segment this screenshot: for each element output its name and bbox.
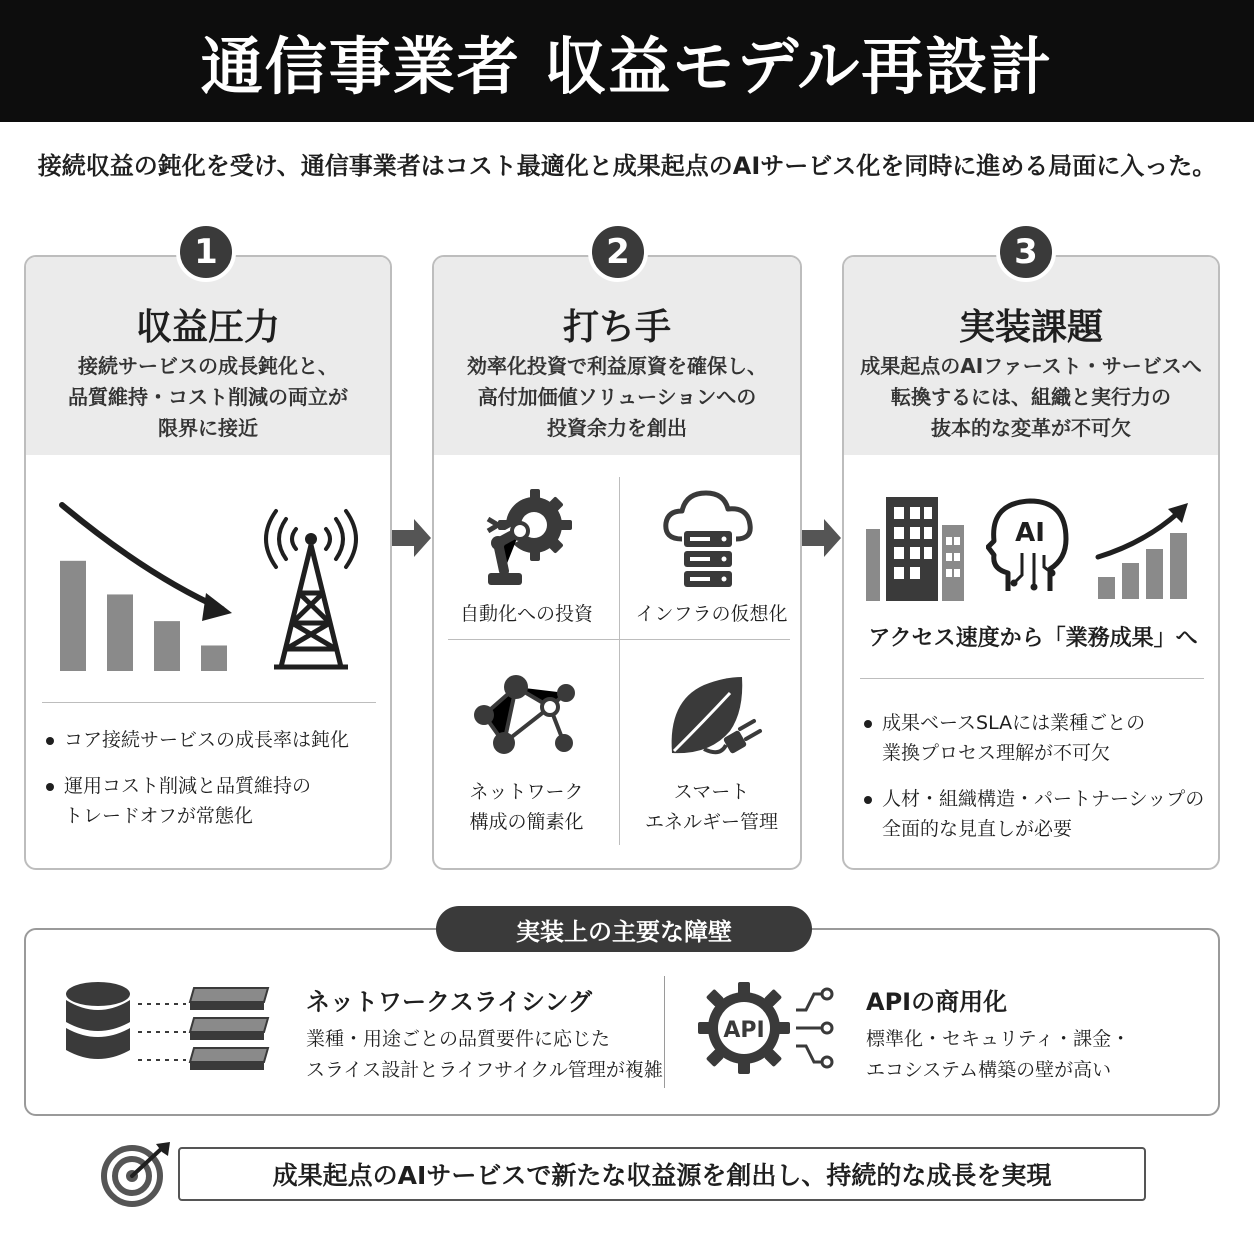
cell-label-smart-energy: スマート エネルギー管理 [644,781,778,833]
conclusion-text: 成果起点のAIサービスで新たな収益源を創出し、持続的な成長を実現 [272,1161,1052,1190]
arrow-right-icon [392,517,432,559]
cloud-server-icon [660,489,756,589]
cell-label-automation: 自動化への投資 [459,603,593,625]
ai-head-icon [986,497,1070,597]
cell-label-virtualization: インフラの仮想化 [635,603,788,625]
panel-description: 成果起点のAIファースト・サービスへ 転換するには、組織と実行力の 抜本的な変革が不可欠 [860,354,1202,440]
network-nodes-icon [470,671,580,757]
growth-bar [1122,563,1139,599]
svg-text:AI: AI [1015,518,1045,548]
growth-chart-icon [1094,499,1194,601]
declining-bar-chart-icon [46,495,236,675]
barriers-section [24,928,1220,1116]
list-item: コア接続サービスの成長率は鈍化 [42,725,382,755]
target-icon [100,1140,174,1208]
barriers-heading: 実装上の主要な障壁 [436,906,812,952]
panel-measures [432,255,802,870]
grid-divider-horizontal [448,639,790,640]
transition-caption: アクセス速度から「業務成果」へ [868,626,1198,651]
growth-bar [1098,577,1115,599]
list-item: 運用コスト削減と品質維持の トレードオフが常態化 [42,771,382,831]
bullet-list [860,708,1216,860]
step-number-badge: 3 [996,222,1056,282]
leaf-plug-icon [664,671,764,761]
robot-arm-gear-icon [478,485,572,589]
barrier-desc-slicing: 業種・用途ごとの品質要件に応じた スライス設計とライフサイクル管理が複雑 [306,1028,663,1081]
barrier-title-api: APIの商用化 [866,988,1008,1016]
barrier-title-slicing: ネットワークスライシング [306,988,592,1016]
step-number-badge: 2 [588,222,648,282]
cell-tower-icon [256,507,366,672]
panel-title: 打ち手 [562,307,671,348]
panel-description: 効率化投資で利益原資を確保し、 高付加価値ソリューションへの 投資余力を創出 [467,354,767,440]
panel-title: 実装課題 [958,307,1103,348]
growth-bar [1146,549,1163,599]
declining-bar [154,621,180,671]
cell-label-network-simplification: ネットワーク 構成の簡素化 [469,781,584,833]
growth-bar [1170,533,1187,599]
office-building-icon [866,497,966,603]
page-title: 通信事業者 収益モデル再設計 [200,29,1054,103]
divider [860,678,1204,679]
page-subtitle: 接続収益の鈍化を受け、通信事業者はコスト最適化と成果起点のAIサービス化を同時に進める局面に入った。 [37,152,1217,180]
declining-bar [107,594,133,671]
panel-revenue-pressure [24,255,392,870]
barrier-desc-api: 標準化・セキュリティ・課金・ エコシステム構築の壁が高い [866,1028,1131,1081]
barrier-divider [664,976,665,1088]
divider [42,702,376,703]
conclusion-box [178,1147,1146,1201]
svg-text:API: API [723,1018,765,1043]
bullet-list [42,725,382,847]
panel-title: 収益圧力 [135,307,280,348]
api-gear-icon [696,980,836,1076]
panel-description: 接続サービスの成長鈍化と、 品質維持・コスト削減の両立が 限界に接近 [68,354,348,440]
list-item: 成果ベースSLAには業種ごとの 業換プロセス理解が不可欠 [860,708,1216,768]
step-number-badge: 1 [176,222,236,282]
arrow-right-icon [802,517,842,559]
title-bar [0,0,1254,122]
declining-bar [201,645,227,671]
declining-bar [60,561,86,671]
list-item: 人材・組織構造・パートナーシップの 全面的な見直しが必要 [860,784,1216,844]
database-slicing-icon [64,980,284,1076]
panel-implementation-challenges [842,255,1220,870]
